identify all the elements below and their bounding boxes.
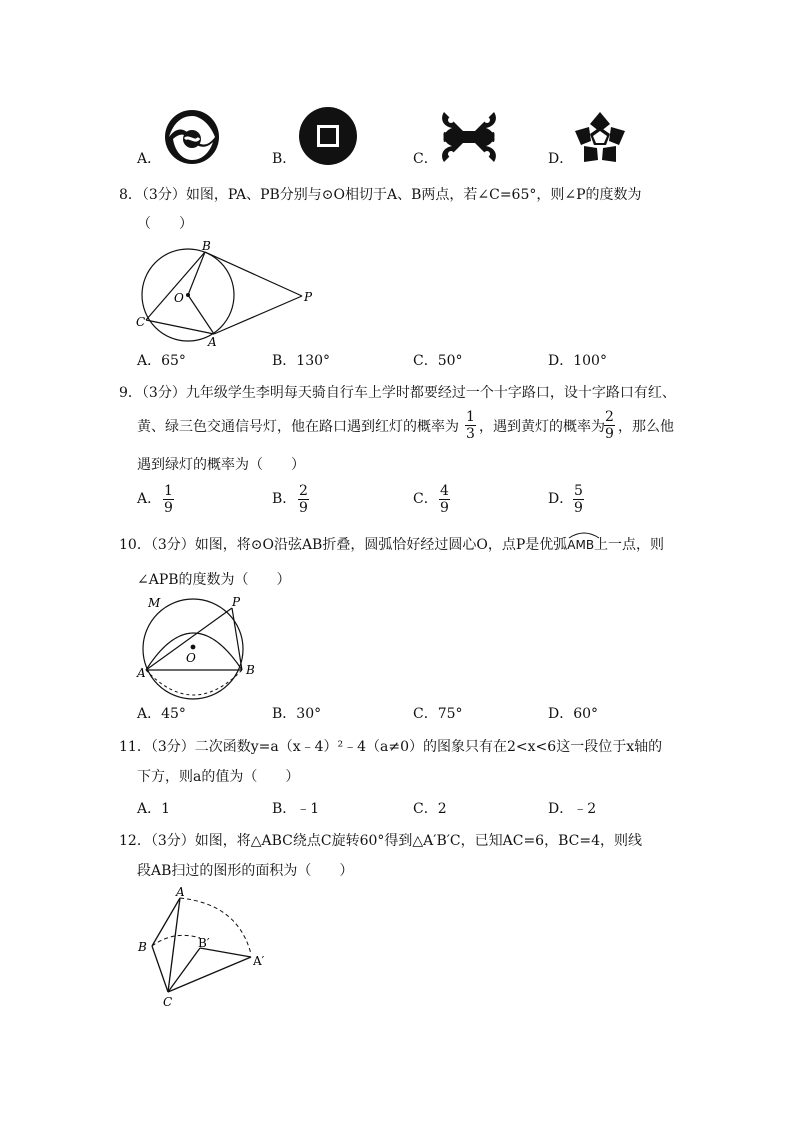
q10-option-b: B．30°	[272, 706, 322, 722]
q10-text: 如图，将⊙O沿弦AB折叠，圆弧恰好经过圆心O，点P是优弧	[194, 537, 568, 553]
q8-number: 8．（3分）	[119, 187, 186, 203]
q9-number: 9．（3分）	[119, 385, 186, 401]
q12-number: 12．（3分）	[119, 833, 195, 849]
q11-option-d: D．﹣2	[548, 801, 597, 817]
q10-option-c: C．75°	[413, 706, 463, 722]
q9-option-b-letter: B．	[272, 491, 297, 507]
q9-option-d-letter: D．	[548, 491, 574, 507]
square-in-circle-icon	[298, 106, 358, 166]
q9-option-b-den: 9	[299, 500, 308, 516]
q8-label-a: A	[208, 335, 217, 348]
q8-label-o: O	[174, 291, 184, 305]
q9-option-b-num: 2	[299, 483, 308, 499]
q9-line2b: ，遇到黄灯的概率为	[479, 419, 605, 435]
q10-arc-notation	[567, 536, 594, 554]
q12-label-b-prime: B′	[198, 936, 210, 950]
q9-line2c: ，那么他	[618, 419, 674, 435]
q9-yellow-num: 2	[605, 409, 614, 425]
q10-label-p: P	[232, 595, 241, 609]
q9-red-den: 3	[466, 426, 475, 442]
q11-option-c: C．2	[413, 801, 447, 817]
q8-option-b: B．130°	[272, 353, 331, 369]
q10-option-d: D．60°	[548, 706, 599, 722]
q8-label-p: P	[304, 290, 313, 304]
pentagon-star-icon	[572, 110, 628, 166]
q9-option-c-letter: C．	[413, 491, 438, 507]
q11-line2: 下方，则a的值为（ ）	[137, 769, 300, 785]
q9-red-num: 1	[466, 409, 475, 425]
q10-line2: ∠APB的度数为（ ）	[137, 572, 291, 588]
q9-option-b-fraction	[298, 484, 309, 515]
q7-option-a-label: A．	[137, 151, 162, 167]
q9-option-c-num: 4	[440, 483, 449, 499]
q9-option-d-fraction	[573, 484, 584, 515]
q10-figure	[134, 592, 264, 704]
q10-label-b: B	[246, 663, 255, 677]
q7-option-d-label: D．	[548, 151, 574, 167]
q9-yellow-fraction	[604, 410, 615, 441]
q12-label-b: B	[138, 940, 147, 954]
q9-option-a-fraction	[163, 484, 174, 515]
q12-label-c: C	[163, 995, 173, 1009]
arc-symbol-icon	[567, 531, 601, 539]
q12-figure	[134, 884, 274, 1012]
q9-option-d-num: 5	[574, 483, 583, 499]
q7-option-b-label: B．	[272, 151, 297, 167]
q9-option-a-num: 1	[164, 483, 173, 499]
q9-red-fraction	[465, 410, 476, 441]
q8-answer-blank: （ ）	[137, 216, 193, 232]
q8-figure	[132, 236, 322, 348]
q10-label-a: A	[137, 666, 146, 680]
q7-option-c-label: C．	[413, 151, 438, 167]
q9-option-d-den: 9	[574, 500, 583, 516]
q10-text-end: 上一点，则	[594, 537, 665, 553]
q11-text: 二次函数y=a（x﹣4）²﹣4（a≠0）的图象只有在2<x<6这一段位于x轴的	[194, 739, 663, 755]
q11-number: 11．（3分）	[119, 739, 195, 755]
q8-text: 如图，PA、PB分别与⊙O相切于A、B两点，若∠C=65°，则∠P的度数为	[185, 187, 642, 203]
q10-label-o: O	[186, 651, 196, 665]
q10-option-a: A．45°	[137, 706, 186, 722]
q8-label-b: B	[202, 239, 211, 253]
q10-label-m: M	[148, 596, 161, 610]
q12-text: 如图，将△ABC绕点C旋转60°得到△A′B′C，已知AC=6，BC=4，则线	[194, 833, 642, 849]
q12-label-a-prime: A′	[253, 954, 265, 968]
q11-option-b: B．﹣1	[272, 801, 320, 817]
s-wave-circle-icon	[163, 108, 221, 166]
q9-option-c-den: 9	[440, 500, 449, 516]
q8-option-a: A．65°	[137, 353, 186, 369]
q9-option-a-letter: A．	[137, 491, 162, 507]
q8-option-c: C．50°	[413, 353, 463, 369]
q9-option-a-den: 9	[164, 500, 173, 516]
q10-arc-label: AMB	[567, 538, 595, 552]
q9-line3: 遇到绿灯的概率为（ ）	[137, 457, 305, 473]
q12-line2: 段AB扫过的图形的面积为（ ）	[137, 863, 354, 879]
q9-line2a: 黄、绿三色交通信号灯，他在路口遇到红灯的概率为	[137, 419, 459, 435]
q11-option-a: A．1	[137, 801, 171, 817]
q10-number: 10．（3分）	[119, 537, 195, 553]
q9-option-c-fraction	[439, 484, 450, 515]
q8-option-d: D．100°	[548, 353, 607, 369]
q12-label-a: A	[176, 885, 185, 899]
q8-label-c: C	[136, 315, 146, 329]
q9-yellow-den: 9	[605, 426, 614, 442]
four-leaf-knot-icon	[438, 108, 500, 166]
q9-line1: 九年级学生李明每天骑自行车上学时都要经过一个十字路口，设十字路口有红、	[185, 385, 676, 401]
